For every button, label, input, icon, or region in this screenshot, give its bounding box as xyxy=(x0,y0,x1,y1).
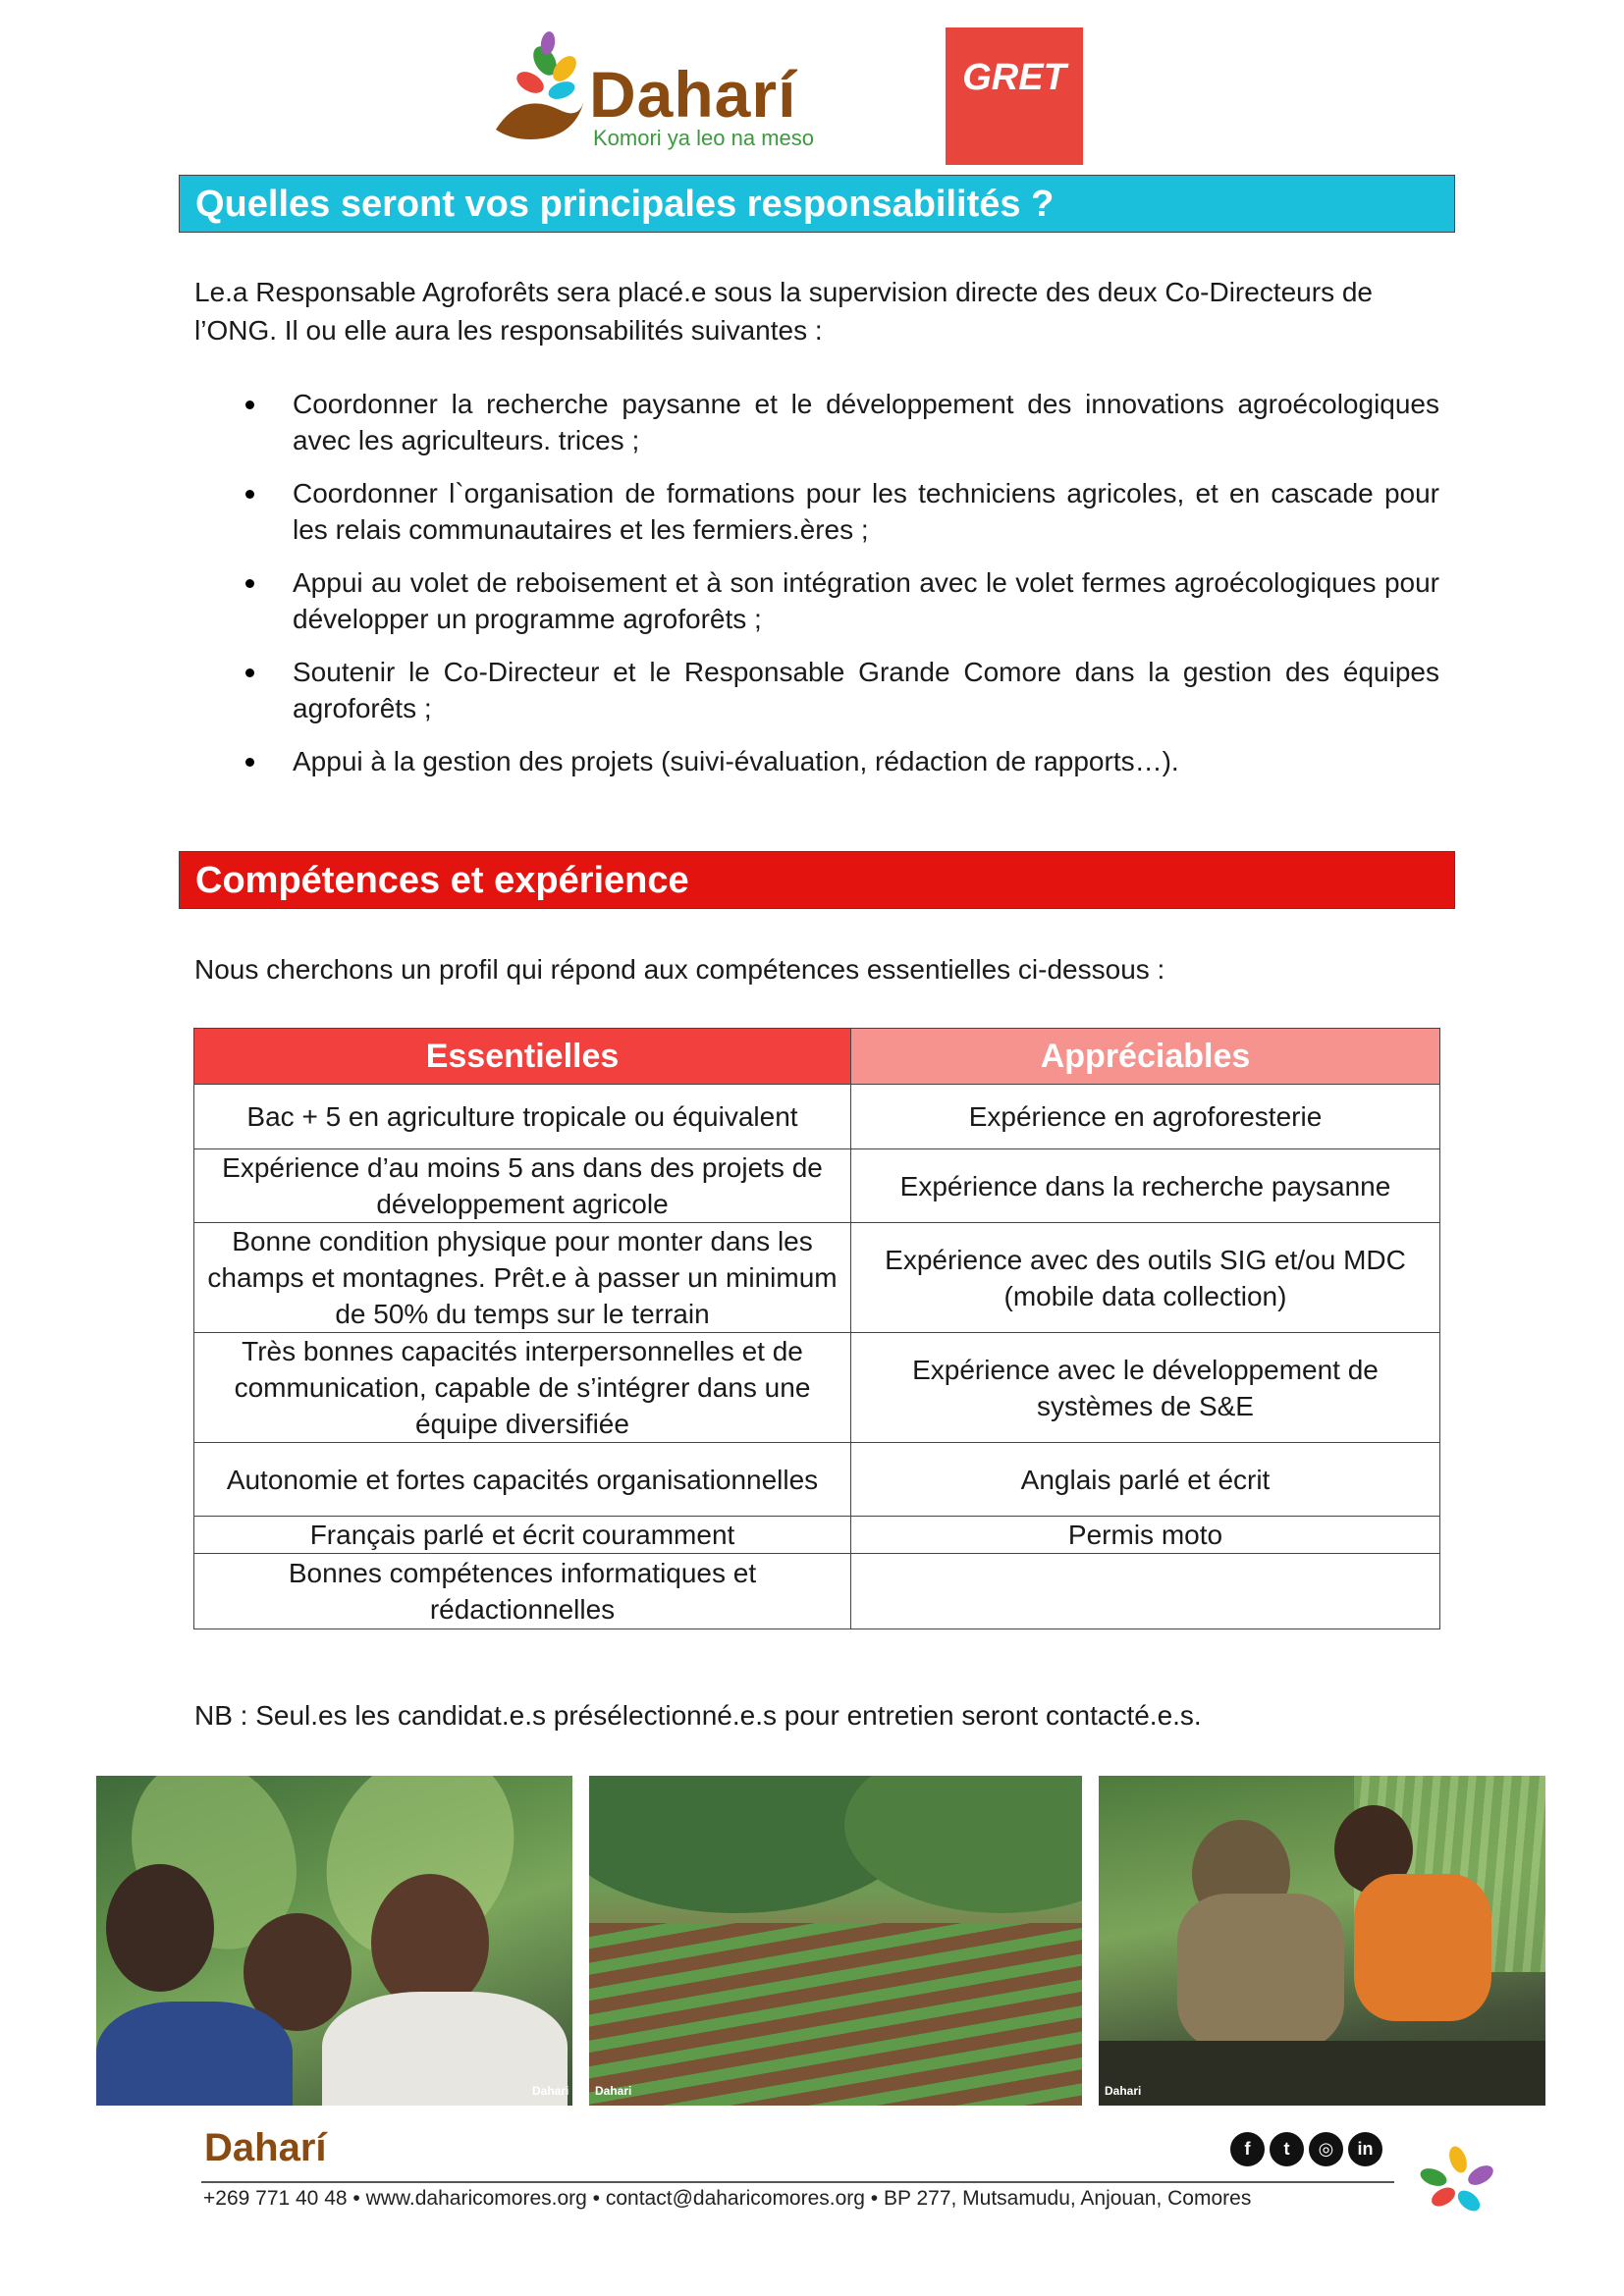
footer-divider xyxy=(201,2181,1394,2183)
section-title-skills: Compétences et expérience xyxy=(179,851,1455,909)
facebook-icon[interactable]: f xyxy=(1230,2132,1265,2166)
header-essentielles: Essentielles xyxy=(194,1029,851,1085)
instagram-icon[interactable]: ◎ xyxy=(1309,2132,1343,2166)
list-item-text: Appui au volet de reboisement et à son intégration avec le volet fermes agroécologiques pour développer un programme agroforêts ; xyxy=(293,567,1439,634)
photo-person-shape xyxy=(106,1864,214,1992)
table-cell: Autonomie et fortes capacités organisationnelles xyxy=(194,1443,851,1517)
photo-watermark: Dahari xyxy=(1105,2084,1142,2098)
gret-wordmark: GRET xyxy=(962,57,1066,98)
table-row xyxy=(194,1333,1440,1443)
table-cell: Expérience d’au moins 5 ans dans des projets de développement agricole xyxy=(194,1149,851,1223)
list-item xyxy=(236,743,1439,779)
list-item-text: Soutenir le Co-Directeur et le Responsable Grande Comore dans la gestion des équipes agroforêts ; xyxy=(293,657,1439,723)
photo-ground-shape xyxy=(1099,2041,1545,2106)
table-cell: Expérience avec le développement de systèmes de S&E xyxy=(851,1333,1440,1443)
table-row xyxy=(194,1149,1440,1223)
photo-watermark: Dahari xyxy=(532,2084,569,2098)
table-cell: Bonne condition physique pour monter dans les champs et montagnes. Prêt.e à passer un minimum de 50% du temps sur le terrain xyxy=(194,1223,851,1333)
photo-hill-shape xyxy=(844,1776,1082,1913)
photo-agroforestry-field xyxy=(589,1776,1082,2106)
list-item xyxy=(236,386,1439,458)
photo-nursery-work xyxy=(1099,1776,1545,2106)
table-header-row xyxy=(194,1029,1440,1085)
dahari-hand-leaves-icon xyxy=(491,31,589,149)
photo-farmers-with-seedlings xyxy=(96,1776,572,2106)
table-row xyxy=(194,1223,1440,1333)
table-cell: Anglais parlé et écrit xyxy=(851,1443,1440,1517)
responsibilities-list xyxy=(236,386,1439,796)
bullet-icon xyxy=(245,668,254,677)
photo-crop-rows-shape xyxy=(589,1923,1082,2106)
social-links xyxy=(1230,2132,1387,2166)
footer-logo: Daharí xyxy=(204,2126,327,2169)
photo-person-shape xyxy=(371,1874,489,2011)
list-item-text: Coordonner l`organisation de formations pour les techniciens agricoles, et en cascade pour les relais communautaires et les fermiers.ères ; xyxy=(293,478,1439,545)
gret-logo xyxy=(946,27,1083,165)
table-row xyxy=(194,1517,1440,1554)
list-item xyxy=(236,654,1439,726)
bullet-icon xyxy=(245,400,254,409)
table-cell: Expérience avec des outils SIG et/ou MDC (mobile data collection) xyxy=(851,1223,1440,1333)
skills-table xyxy=(193,1028,1440,1629)
dahari-tagline: Komori ya leo na meso xyxy=(593,126,814,150)
table-cell: Bonnes compétences informatiques et rédactionnelles xyxy=(194,1554,851,1629)
photo-shirt-shape xyxy=(1177,1894,1344,2051)
header-appreciables: Appréciables xyxy=(851,1029,1440,1085)
table-row xyxy=(194,1554,1440,1629)
twitter-icon[interactable]: t xyxy=(1270,2132,1304,2166)
dahari-leaves-icon xyxy=(1414,2140,1502,2218)
list-item xyxy=(236,475,1439,548)
table-cell: Très bonnes capacités interpersonnelles et de communication, capable de s’intégrer dans une équipe diversifiée xyxy=(194,1333,851,1443)
photo-watermark: Dahari xyxy=(595,2084,632,2098)
table-row xyxy=(194,1085,1440,1149)
list-item-text: Appui à la gestion des projets (suivi-évaluation, rédaction de rapports…). xyxy=(293,746,1179,776)
table-cell: Permis moto xyxy=(851,1517,1440,1554)
list-item-text: Coordonner la recherche paysanne et le développement des innovations agroécologiques avec les agriculteurs. trices ; xyxy=(293,389,1439,455)
linkedin-icon[interactable]: in xyxy=(1348,2132,1382,2166)
photo-shirt-shape xyxy=(1354,1874,1491,2021)
table-cell: Français parlé et écrit couramment xyxy=(194,1517,851,1554)
responsibilities-intro: Le.a Responsable Agroforêts sera placé.e sous la supervision directe des deux Co-Directeurs de l’ONG. Il ou elle aura les responsabilités suivantes : xyxy=(194,277,1373,346)
table-cell: Expérience dans la recherche paysanne xyxy=(851,1149,1440,1223)
dahari-logo xyxy=(491,27,844,155)
bullet-icon xyxy=(245,490,254,499)
table-cell: Expérience en agroforesterie xyxy=(851,1085,1440,1149)
list-item xyxy=(236,564,1439,637)
bullet-icon xyxy=(245,579,254,588)
dahari-wordmark: Daharí xyxy=(589,58,797,131)
photo-shirt-shape xyxy=(96,2002,293,2106)
note-text: NB : Seul.es les candidat.e.s présélectionné.e.s pour entretien seront contacté.e.s. xyxy=(194,1700,1202,1731)
skills-intro: Nous cherchons un profil qui répond aux compétences essentielles ci-dessous : xyxy=(194,954,1165,985)
table-cell xyxy=(851,1554,1440,1629)
section-title-responsibilities: Quelles seront vos principales responsabilités ? xyxy=(179,175,1455,233)
table-row xyxy=(194,1443,1440,1517)
table-cell: Bac + 5 en agriculture tropicale ou équivalent xyxy=(194,1085,851,1149)
photo-shirt-shape xyxy=(322,1992,568,2106)
footer-contact: +269 771 40 48 • www.daharicomores.org • contact@daharicomores.org • BP 277, Mutsamudu, Anjouan, Comores xyxy=(203,2187,1252,2210)
bullet-icon xyxy=(245,758,254,767)
